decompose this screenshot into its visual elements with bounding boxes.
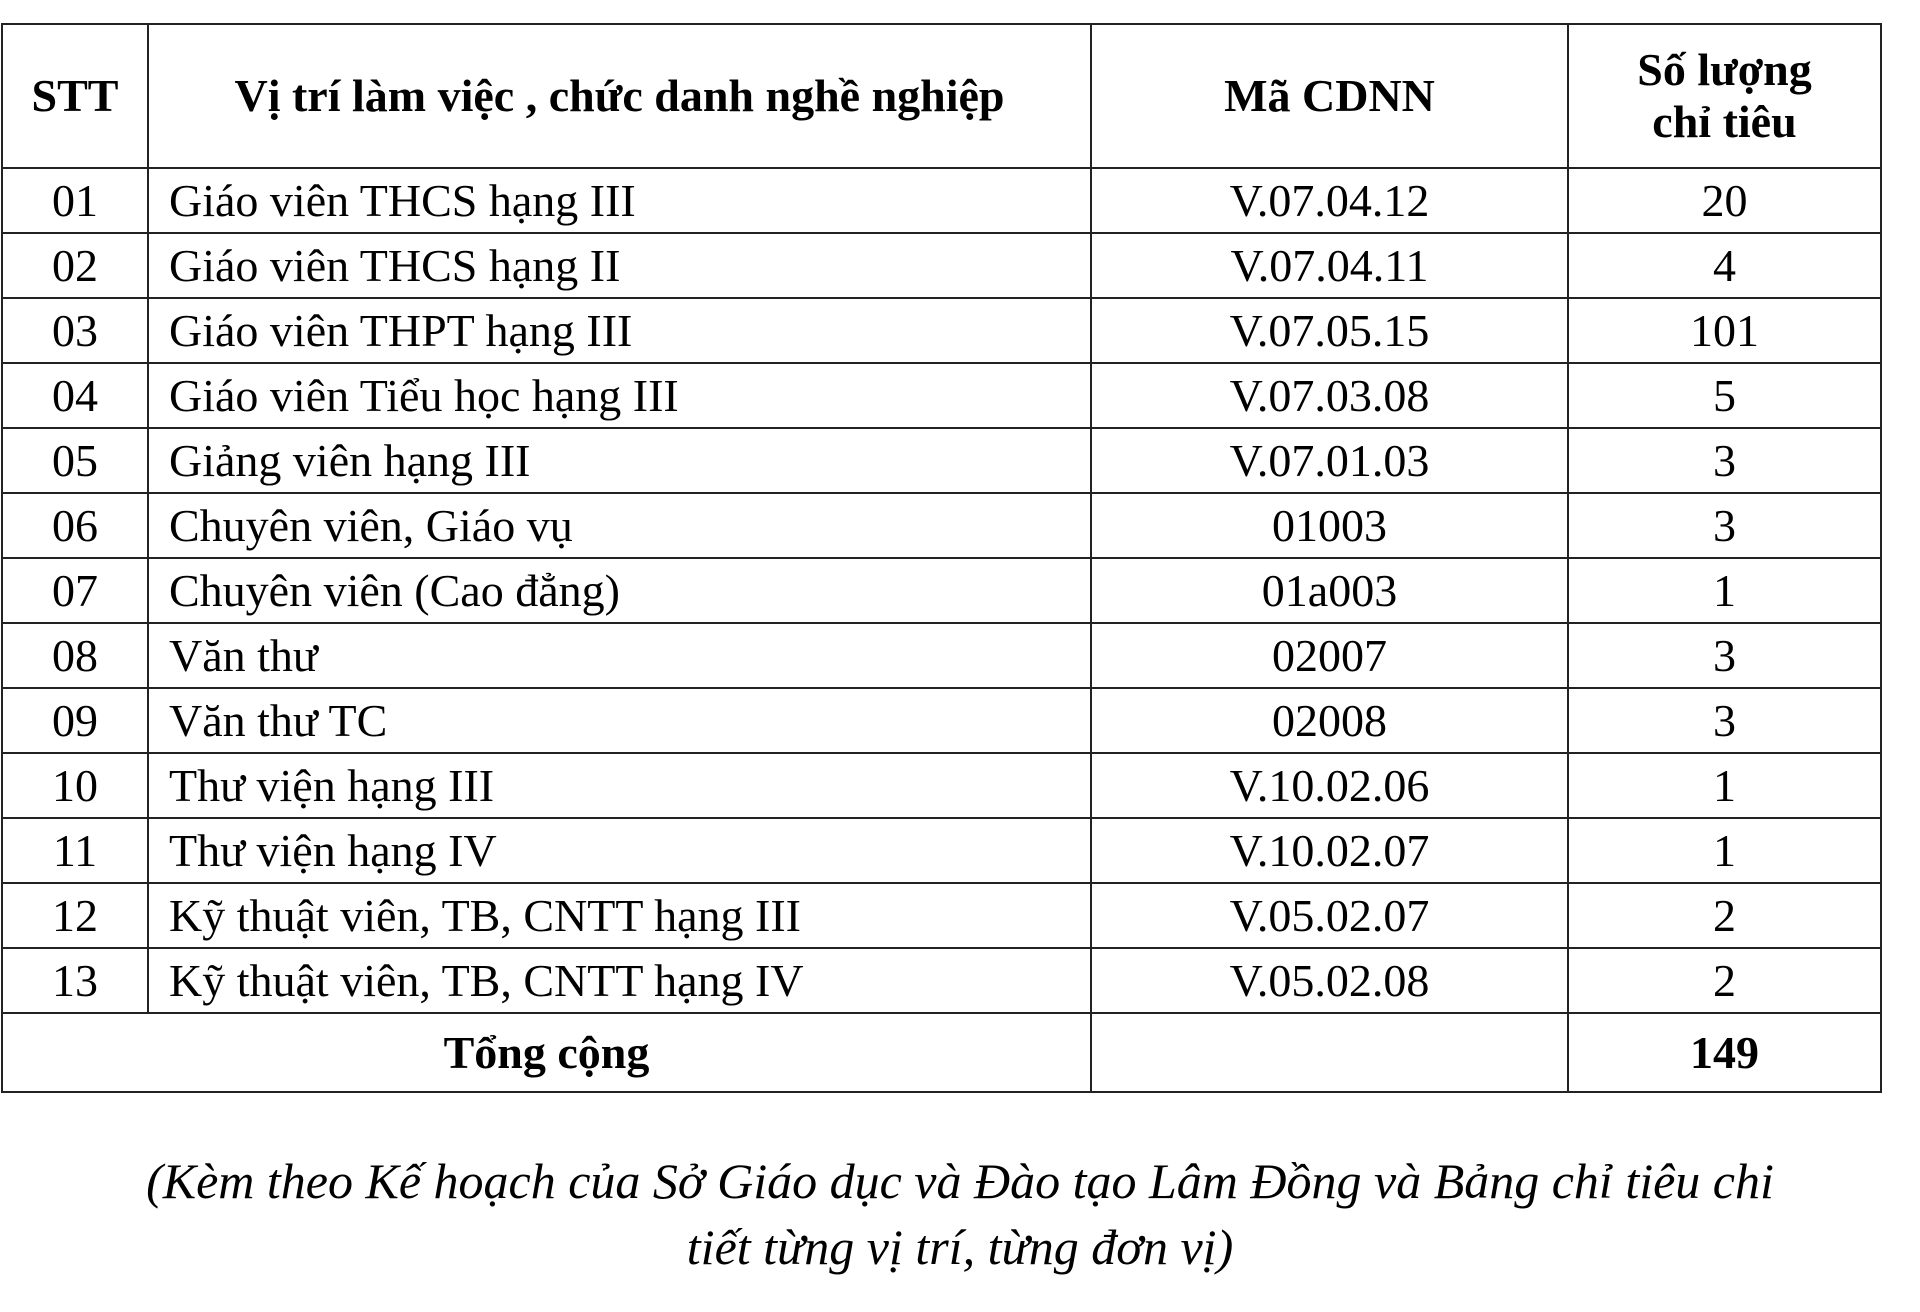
cell-code: V.07.04.12 bbox=[1091, 168, 1568, 233]
cell-stt: 01 bbox=[2, 168, 148, 233]
cell-quota: 1 bbox=[1568, 818, 1881, 883]
cell-code: V.10.02.07 bbox=[1091, 818, 1568, 883]
cell-position: Giáo viên Tiểu học hạng III bbox=[148, 363, 1091, 428]
cell-code: 01a003 bbox=[1091, 558, 1568, 623]
cell-quota: 1 bbox=[1568, 558, 1881, 623]
footnote-line-2: tiết từng vị trí, từng đơn vị) bbox=[686, 1219, 1234, 1275]
table-row bbox=[2, 558, 1881, 623]
cell-position: Văn thư bbox=[148, 623, 1091, 688]
cell-quota: 20 bbox=[1568, 168, 1881, 233]
cell-stt: 05 bbox=[2, 428, 148, 493]
cell-code: V.07.01.03 bbox=[1091, 428, 1568, 493]
header-quota bbox=[1568, 24, 1881, 168]
header-quota-line1: Số lượng bbox=[1637, 44, 1812, 95]
cell-stt: 09 bbox=[2, 688, 148, 753]
cell-quota: 2 bbox=[1568, 948, 1881, 1013]
cell-stt: 12 bbox=[2, 883, 148, 948]
cell-position: Kỹ thuật viên, TB, CNTT hạng III bbox=[148, 883, 1091, 948]
footnote-line-1: (Kèm theo Kế hoạch của Sở Giáo dục và Đào tạo Lâm Đồng và Bảng chỉ tiêu chi bbox=[146, 1153, 1774, 1209]
cell-stt: 13 bbox=[2, 948, 148, 1013]
table-body bbox=[2, 168, 1881, 1092]
quota-table bbox=[1, 23, 1882, 1093]
table-row bbox=[2, 428, 1881, 493]
cell-position: Giáo viên THCS hạng III bbox=[148, 168, 1091, 233]
cell-quota: 3 bbox=[1568, 493, 1881, 558]
cell-quota: 4 bbox=[1568, 233, 1881, 298]
cell-code: V.07.03.08 bbox=[1091, 363, 1568, 428]
footnote bbox=[0, 1148, 1920, 1280]
total-quota: 149 bbox=[1568, 1013, 1881, 1092]
cell-code: V.07.04.11 bbox=[1091, 233, 1568, 298]
cell-code: 02007 bbox=[1091, 623, 1568, 688]
header-position: Vị trí làm việc , chức danh nghề nghiệp bbox=[148, 24, 1091, 168]
cell-stt: 07 bbox=[2, 558, 148, 623]
header-code: Mã CDNN bbox=[1091, 24, 1568, 168]
cell-code: V.05.02.07 bbox=[1091, 883, 1568, 948]
cell-stt: 11 bbox=[2, 818, 148, 883]
cell-quota: 5 bbox=[1568, 363, 1881, 428]
table-row bbox=[2, 688, 1881, 753]
cell-position: Văn thư TC bbox=[148, 688, 1091, 753]
cell-stt: 06 bbox=[2, 493, 148, 558]
cell-position: Giáo viên THPT hạng III bbox=[148, 298, 1091, 363]
table-row bbox=[2, 818, 1881, 883]
cell-code: 01003 bbox=[1091, 493, 1568, 558]
cell-code: V.07.05.15 bbox=[1091, 298, 1568, 363]
cell-stt: 04 bbox=[2, 363, 148, 428]
table-row bbox=[2, 623, 1881, 688]
cell-position: Thư viện hạng IV bbox=[148, 818, 1091, 883]
cell-stt: 03 bbox=[2, 298, 148, 363]
cell-stt: 08 bbox=[2, 623, 148, 688]
total-code bbox=[1091, 1013, 1568, 1092]
table-row bbox=[2, 298, 1881, 363]
cell-position: Chuyên viên (Cao đẳng) bbox=[148, 558, 1091, 623]
cell-quota: 101 bbox=[1568, 298, 1881, 363]
table-row bbox=[2, 753, 1881, 818]
cell-quota: 2 bbox=[1568, 883, 1881, 948]
cell-quota: 3 bbox=[1568, 623, 1881, 688]
table-row bbox=[2, 233, 1881, 298]
cell-position: Kỹ thuật viên, TB, CNTT hạng IV bbox=[148, 948, 1091, 1013]
table-row bbox=[2, 363, 1881, 428]
header-stt: STT bbox=[2, 24, 148, 168]
cell-stt: 02 bbox=[2, 233, 148, 298]
total-row bbox=[2, 1013, 1881, 1092]
table-header-row bbox=[2, 24, 1881, 168]
cell-quota: 1 bbox=[1568, 753, 1881, 818]
cell-stt: 10 bbox=[2, 753, 148, 818]
cell-position: Giảng viên hạng III bbox=[148, 428, 1091, 493]
cell-position: Chuyên viên, Giáo vụ bbox=[148, 493, 1091, 558]
table-row bbox=[2, 493, 1881, 558]
cell-code: V.10.02.06 bbox=[1091, 753, 1568, 818]
cell-position: Giáo viên THCS hạng II bbox=[148, 233, 1091, 298]
table-row bbox=[2, 168, 1881, 233]
cell-quota: 3 bbox=[1568, 688, 1881, 753]
total-label: Tổng cộng bbox=[2, 1013, 1091, 1092]
table-row bbox=[2, 883, 1881, 948]
cell-quota: 3 bbox=[1568, 428, 1881, 493]
table-row bbox=[2, 948, 1881, 1013]
cell-position: Thư viện hạng III bbox=[148, 753, 1091, 818]
cell-code: V.05.02.08 bbox=[1091, 948, 1568, 1013]
cell-code: 02008 bbox=[1091, 688, 1568, 753]
header-quota-line2: chỉ tiêu bbox=[1652, 96, 1797, 147]
